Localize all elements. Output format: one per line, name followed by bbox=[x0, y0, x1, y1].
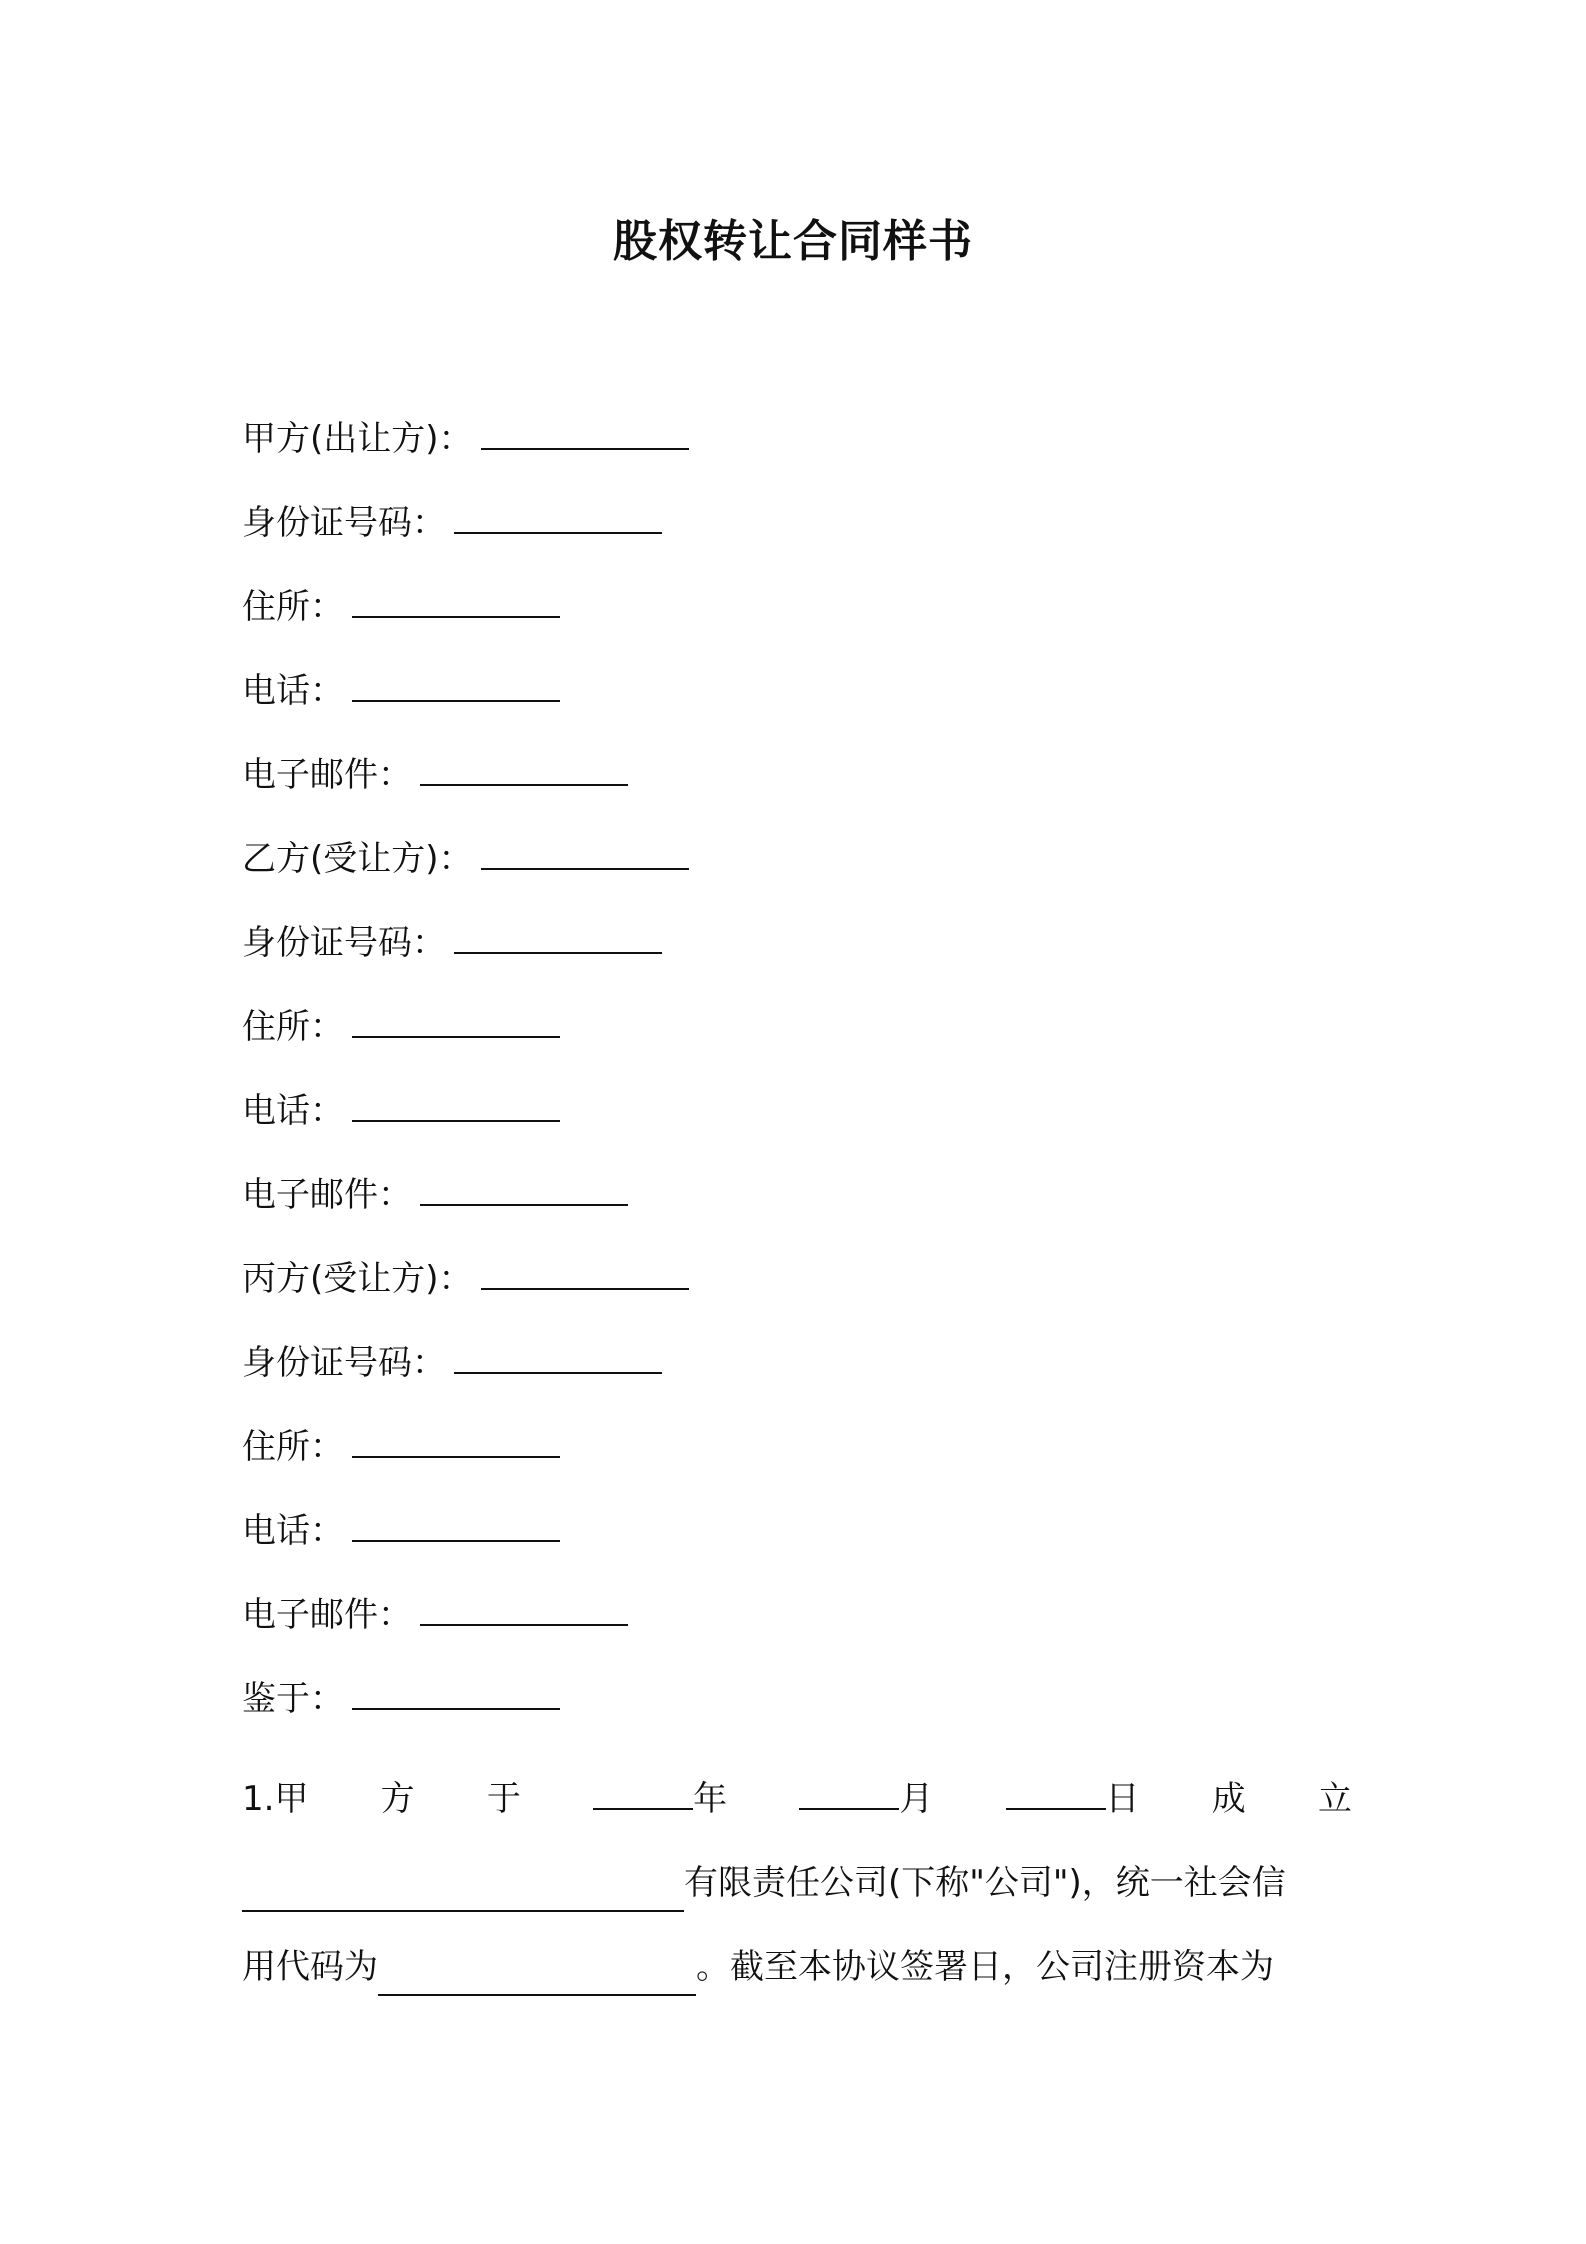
field-party-b-phone bbox=[242, 1080, 1352, 1164]
credit-code-suffix: 。截至本协议签署日，公司注册资本为 bbox=[696, 1947, 1274, 1987]
fill-blank bbox=[352, 1416, 560, 1458]
clause-word: 成 bbox=[1211, 1779, 1246, 1819]
field-label: 电子邮件： bbox=[242, 755, 412, 795]
field-label: 住所： bbox=[242, 1007, 344, 1047]
month-blank bbox=[799, 1768, 899, 1810]
day-label: 日 bbox=[1105, 1779, 1140, 1819]
field-label: 身份证号码： bbox=[242, 1343, 446, 1383]
clause-word: 1.甲 bbox=[242, 1779, 309, 1819]
clause-1-paragraph bbox=[242, 1744, 1352, 1996]
field-label: 甲方(出让方)： bbox=[242, 419, 473, 459]
fill-blank bbox=[352, 1080, 560, 1122]
fill-blank bbox=[420, 1584, 628, 1626]
fill-blank bbox=[420, 744, 628, 786]
fill-blank bbox=[352, 996, 560, 1038]
field-party-b-id bbox=[242, 912, 1352, 996]
field-label: 住所： bbox=[242, 1427, 344, 1467]
fill-blank bbox=[481, 1248, 689, 1290]
field-label: 身份证号码： bbox=[242, 923, 446, 963]
field-label: 电子邮件： bbox=[242, 1595, 412, 1635]
field-party-c-id bbox=[242, 1332, 1352, 1416]
field-party-a-id bbox=[242, 492, 1352, 576]
clause-word: 于 bbox=[486, 1779, 521, 1819]
clause-word: 立 bbox=[1317, 1779, 1352, 1819]
year-blank bbox=[593, 1768, 693, 1810]
fill-blank bbox=[481, 408, 689, 450]
field-label: 身份证号码： bbox=[242, 503, 446, 543]
field-label: 丙方(受让方)： bbox=[242, 1259, 473, 1299]
clause-1-line-2 bbox=[242, 1828, 1352, 1912]
month-label: 月 bbox=[899, 1779, 934, 1819]
year-label: 年 bbox=[693, 1779, 728, 1819]
field-party-c bbox=[242, 1248, 1352, 1332]
field-label: 乙方(受让方)： bbox=[242, 839, 473, 879]
clause-word: 方 bbox=[380, 1779, 415, 1819]
document-title: 股权转让合同样书 bbox=[613, 216, 973, 267]
clause-1-line-1 bbox=[242, 1744, 1352, 1828]
field-party-b-address bbox=[242, 996, 1352, 1080]
fill-blank bbox=[352, 660, 560, 702]
company-description: 有限责任公司(下称"公司")，统一社会信 bbox=[684, 1863, 1286, 1903]
clause-1-line-3 bbox=[242, 1912, 1352, 1996]
field-party-a bbox=[242, 408, 1352, 492]
credit-code-prefix: 用代码为 bbox=[242, 1947, 378, 1987]
field-party-b-email bbox=[242, 1164, 1352, 1248]
field-party-c-address bbox=[242, 1416, 1352, 1500]
field-label: 电话： bbox=[242, 1091, 344, 1131]
fill-blank bbox=[454, 912, 662, 954]
fill-blank bbox=[454, 492, 662, 534]
day-blank bbox=[1006, 1768, 1106, 1810]
field-label: 电子邮件： bbox=[242, 1175, 412, 1215]
credit-code-blank bbox=[378, 1954, 696, 1996]
field-label: 住所： bbox=[242, 587, 344, 627]
field-party-b bbox=[242, 828, 1352, 912]
fill-blank bbox=[352, 576, 560, 618]
party-info-fields bbox=[242, 408, 1352, 1752]
company-name-blank bbox=[242, 1870, 684, 1912]
fill-blank bbox=[454, 1332, 662, 1374]
field-party-a-email bbox=[242, 744, 1352, 828]
fill-blank bbox=[420, 1164, 628, 1206]
fill-blank bbox=[352, 1668, 560, 1710]
field-whereas bbox=[242, 1668, 1352, 1752]
fill-blank bbox=[481, 828, 689, 870]
field-party-a-phone bbox=[242, 660, 1352, 744]
fill-blank bbox=[352, 1500, 560, 1542]
field-party-c-phone bbox=[242, 1500, 1352, 1584]
field-label: 鉴于： bbox=[242, 1679, 344, 1719]
field-party-a-address bbox=[242, 576, 1352, 660]
field-label: 电话： bbox=[242, 671, 344, 711]
field-label: 电话： bbox=[242, 1511, 344, 1551]
field-party-c-email bbox=[242, 1584, 1352, 1668]
